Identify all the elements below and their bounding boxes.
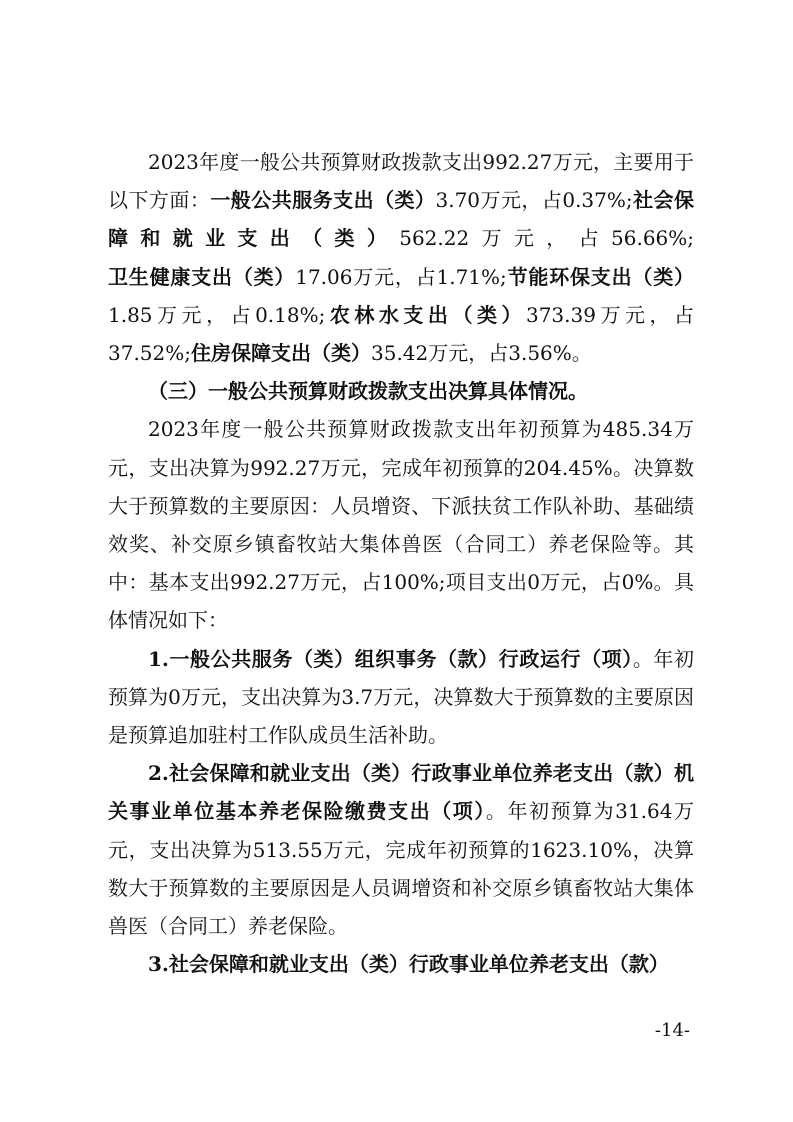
text-run: 1.85万元，占0.18%;	[108, 302, 326, 327]
text-run: 35.42万元，占3.56%。	[371, 341, 592, 366]
document-body	[108, 143, 694, 983]
text-run: 562.22万元，占56.66%;	[399, 226, 695, 251]
item-1	[108, 640, 694, 755]
paragraph-expenditure-summary	[108, 143, 694, 372]
bold-category: 农林水支出（类）	[325, 302, 526, 327]
bold-category: 一般公共服务支出（类）	[210, 188, 436, 213]
item-text: 。年初预算为0万元，支出决算为3.7万元，决算数大于预算数的主要原因是预算追加驻村工作队成员生活补助。	[108, 646, 694, 748]
bold-category: 卫生健康支出（类）	[108, 264, 296, 289]
bold-category: 社会保障和就业支出（类）	[108, 188, 695, 251]
section-heading: （三）一般公共预算财政拨款支出决算具体情况。	[148, 379, 588, 404]
text-run: 2023年度一般公共预算财政拨款支出992.27万元，主要用于以下方面：	[108, 150, 694, 213]
item-2	[108, 754, 694, 945]
text-run: 17.06万元，占1.71%;	[295, 264, 507, 289]
item-text: 。年初预算为31.64万元，支出决算为513.55万元，完成年初预算的1623.10%，决算数大于预算数的主要原因是人员调增资和补交原乡镇畜牧站大集体兽医（合同工）养老保险。	[108, 799, 694, 939]
page-number: -14-	[654, 1020, 690, 1041]
text-run: 373.39万元，占37.52%;	[108, 302, 695, 366]
item-title: 2.社会保障和就业支出（类）行政事业单位养老支出（款）机关事业单位基本养老保险缴费支出（项）	[108, 761, 694, 824]
paragraph-budget-detail: 2023年度一般公共预算财政拨款支出年初预算为485.34万元，支出决算为992.27万元，完成年初预算的204.45%。决算数大于预算数的主要原因：人员增资、下派扶贫工作队补助、基础绩效奖、补交原乡镇畜牧站大集体兽医（合同工）养老保险等。其中：基本支出992.27万元，占100%;项目支出0万元，占0%。具体情况如下：	[108, 417, 694, 633]
bold-category: 节能环保支出（类）	[506, 264, 695, 289]
item-title: 3.社会保障和就业支出（类）行政事业单位养老支出（款）	[148, 952, 669, 977]
bold-category: 住房保障支出（类）	[191, 341, 371, 366]
item-3	[108, 945, 694, 983]
text-run: 3.70万元，占0.37%;	[435, 188, 633, 213]
item-title: 1.一般公共服务（类）组织事务（款）行政运行（项）	[148, 646, 633, 671]
